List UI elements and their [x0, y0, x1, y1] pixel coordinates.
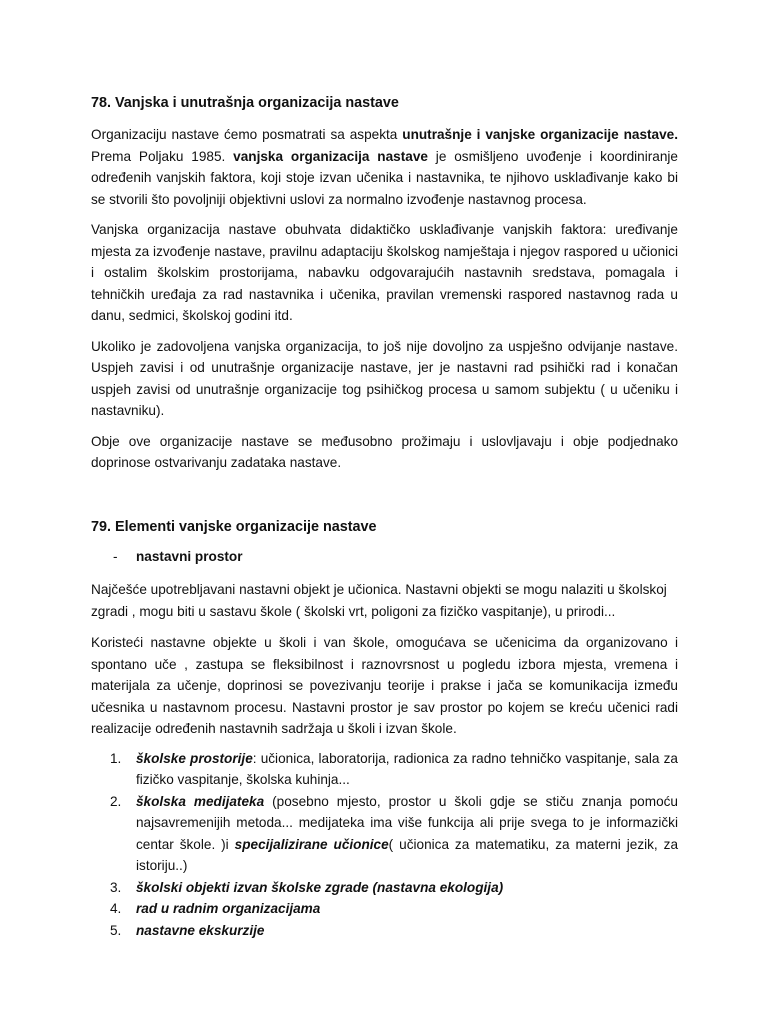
list-item — [91, 920, 678, 942]
dash-list-item — [91, 546, 678, 568]
list-number: 5. — [110, 922, 122, 938]
list-number: 3. — [110, 879, 122, 895]
dash-bullet: - — [113, 548, 118, 564]
list-item-text — [136, 877, 678, 899]
section-78-heading: 78. Vanjska i unutrašnja organizacija nastave — [91, 95, 399, 111]
list-rest: (posebno mjesto, prostor u školi gdje se stiču znanja pomoću najsavremenijih metoda... medijateka ima više funkcija ali prije svega to je informazički centar škole. )i — [136, 793, 678, 852]
list-item-text — [136, 898, 678, 920]
section-79-heading: 79. Elementi vanjske organizacije nastave — [91, 518, 377, 535]
bold-term: unutrašnje i vanjske organizacije nastave. — [402, 127, 679, 142]
section-78-paragraph-3: Ukoliko je zadovoljena vanjska organizacija, to još nije dovoljno za uspješno odvijanje nastave. Uspjeh zavisi i od unutrašnje organizacije nastave, jer je nastavni rad psihički rad i konačan uspjeh zavisi od unutrašnje organizacije tog psihičkog procesa u samom subjektu ( u učeniku i nastavniku). — [91, 338, 678, 418]
list-item — [91, 748, 678, 791]
list-item-text — [136, 920, 678, 942]
list-number: 2. — [110, 793, 122, 809]
list-item-text — [136, 791, 678, 877]
list-item-text — [136, 748, 678, 791]
section-78-paragraph-2: Vanjska organizacija nastave obuhvata didaktičko usklađivanje vanjskih faktora: uređivanje mjesta za izvođenje nastave, pravilnu adaptaciju školskog namještaja i njegov raspored u učionici i ostalim školskim prostorijama, nabavku odgovarajućih nastavnih sredstava, pomagala i tehničkih uređaja za rad nastavnika i učenika, pravilan vremenski raspored nastavnog rada u danu, sedmici, školskoj godini itd. — [91, 222, 678, 323]
list-term: školske prostorije — [136, 750, 253, 766]
section-78-paragraph-4: Obje ove organizacije nastave se međusobno prožimaju i uslovljavaju i obje podjednako doprinose ostvarivanju zadataka nastave. — [91, 433, 678, 470]
list-rest: ( učionica za matematiku, za materni jezik, za istoriju..) — [136, 836, 679, 873]
list-term: specijalizirane učionice — [234, 836, 389, 852]
list-rest: : učionica, laboratorija, radionica za radno tehničko vaspitanje, sala za fizičko vaspitanje, školska kuhinja... — [136, 750, 678, 787]
text-run: je osmišljeno uvođenje i koordiniranje određenih vanjskih faktora, koji stoje izvan učenika i nastavnika, te njihovo usklađivanje kako bi se stvorili što povoljniji objektivni uslovi za normalno izvođenje nastavnog procesa. — [91, 148, 678, 207]
list-number: 1. — [110, 750, 122, 766]
list-term: školski objekti izvan školske zgrade (nastavna ekologija) — [136, 879, 504, 895]
list-term: rad u radnim organizacijama — [136, 901, 321, 916]
section-79-paragraph-2: Koristeći nastavne objekte u školi i van škole, omogućava se učenicima da organizovano i spontano uče , zastupa se fleksibilnost i raznovrsnost u pogledu izbora mjesta, vremena i materijala za učenje, doprinosi se povezivanju teorije i prakse i jača se komunikacija između učesnika u nastavnom procesu. Nastavni prostor je sav prostor po kojem se kreću učenici radi realizacije određenih nastavnih sadržaja u školi i izvan škole. — [91, 635, 678, 736]
list-item — [91, 877, 678, 899]
list-term: školska medijateka — [136, 793, 265, 809]
section-79-paragraph-1: Najčešće upotrebljavani nastavni objekt je učionica. Nastavni objekti se mogu nalaziti u školskoj zgradi , mogu biti u sastavu škole ( školski vrt, poligoni za fizičko vaspitanje), u prirodi... — [91, 582, 667, 619]
text-run: Organizaciju nastave ćemo posmatrati sa aspekta — [91, 127, 403, 142]
dash-item-label: nastavni prostor — [136, 548, 243, 564]
list-term: nastavne ekskurzije — [136, 922, 265, 938]
list-number: 4. — [110, 901, 122, 916]
text-run: Prema Poljaku 1985. — [91, 148, 234, 164]
list-item — [91, 791, 678, 877]
section-78-paragraph-1 — [91, 124, 678, 210]
numbered-list — [91, 748, 678, 942]
bold-term: vanjska organizacija nastave — [233, 148, 428, 164]
list-item — [91, 898, 678, 920]
document-content — [91, 92, 678, 941]
